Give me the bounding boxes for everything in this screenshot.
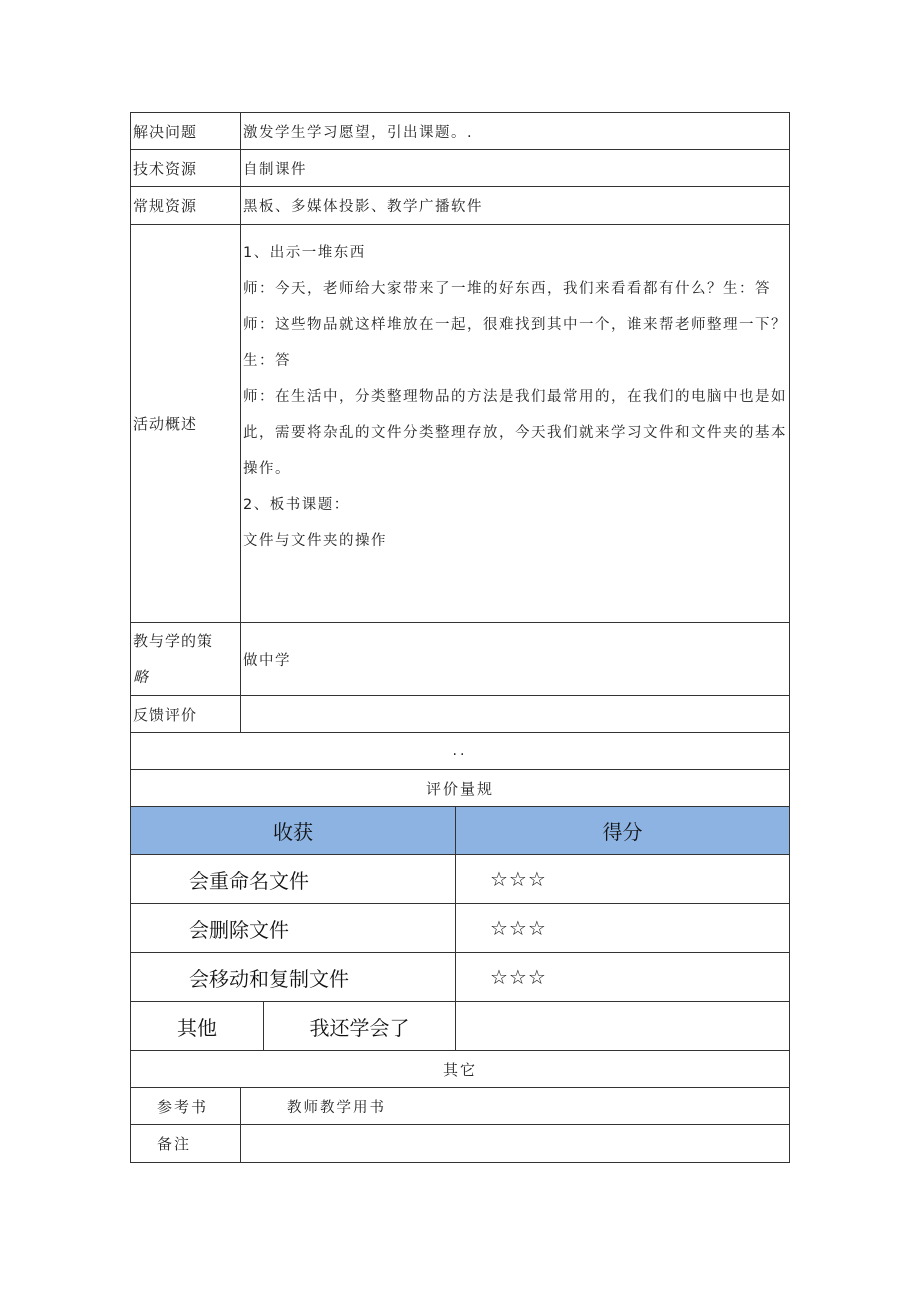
activity-line: 文件与文件夹的操作 xyxy=(243,533,387,549)
rubric-stars: ☆☆☆ xyxy=(490,916,547,940)
rubric-row xyxy=(131,904,789,953)
row-activity-overview xyxy=(131,225,789,623)
rubric-gain: 会重命名文件 xyxy=(131,855,456,903)
label-tech-resource: 技术资源 xyxy=(131,150,241,186)
value-solve-problem: 激发学生学习愿望，引出课题。. xyxy=(243,124,474,141)
lesson-plan-table xyxy=(130,112,790,1163)
row-reference xyxy=(131,1088,789,1125)
label-solve-problem: 解决问题 xyxy=(131,113,241,149)
activity-line: 师：在生活中，分类整理物品的方法是我们最常用的，在我们的电脑中也是如此，需要将杂乱的文件分类整理存放，今天我们就来学习文件和文件夹的基本操作。 xyxy=(243,389,787,477)
label-activity-overview: 活动概述 xyxy=(131,225,241,622)
label-normal-resource: 常规资源 xyxy=(131,187,241,224)
activity-content xyxy=(241,225,789,622)
activity-line: 师：这些物品就这样堆放在一起，很难找到其中一个，谁来帮老师整理一下？ xyxy=(243,317,787,333)
value-reference: 教师教学用书 xyxy=(287,1099,386,1116)
value-tech-resource: 自制课件 xyxy=(243,161,307,178)
rubric-gain: 会删除文件 xyxy=(131,904,456,952)
row-feedback xyxy=(131,696,789,733)
label-reference: 参考书 xyxy=(131,1088,241,1124)
value-note xyxy=(241,1125,789,1162)
rubric-other-label: 其他 xyxy=(131,1002,264,1050)
row-teaching-strategy xyxy=(131,623,789,696)
activity-line: 生：答 xyxy=(243,353,291,369)
rubric-row xyxy=(131,953,789,1002)
row-note xyxy=(131,1125,789,1162)
rubric-other-text: 我还学会了 xyxy=(264,1002,456,1050)
rubric-title: 评价量规 xyxy=(131,770,789,807)
rubric-header-score: 得分 xyxy=(602,820,643,844)
rubric-stars: ☆☆☆ xyxy=(490,965,547,989)
activity-line: 2、板书课题： xyxy=(243,497,350,513)
rubric-row xyxy=(131,855,789,904)
rubric-header-gain: 收获 xyxy=(131,807,456,854)
misc-title: 其它 xyxy=(131,1051,789,1088)
label-note: 备注 xyxy=(131,1125,241,1162)
rubric-other-value xyxy=(456,1002,789,1050)
label-feedback: 反馈评价 xyxy=(131,696,241,732)
label-strategy-tail: 略 xyxy=(133,668,150,686)
value-feedback xyxy=(241,696,789,732)
rubric-gain: 会移动和复制文件 xyxy=(131,953,456,1001)
value-teaching-strategy: 做中学 xyxy=(243,652,291,669)
rubric-header xyxy=(131,807,789,855)
rubric-stars: ☆☆☆ xyxy=(490,867,547,891)
row-dots: .. xyxy=(131,733,789,770)
activity-line: 1、出示一堆东西 xyxy=(243,245,366,261)
row-solve-problem xyxy=(131,113,789,150)
rubric-other-row xyxy=(131,1002,789,1051)
label-strategy-main: 教与学的策 xyxy=(133,632,214,650)
row-normal-resource xyxy=(131,187,789,225)
activity-line: 师：今天，老师给大家带来了一堆的好东西，我们来看看都有什么？生：答 xyxy=(243,281,771,297)
label-teaching-strategy xyxy=(131,623,241,695)
row-tech-resource xyxy=(131,150,789,187)
value-normal-resource: 黑板、多媒体投影、教学广播软件 xyxy=(243,199,483,215)
